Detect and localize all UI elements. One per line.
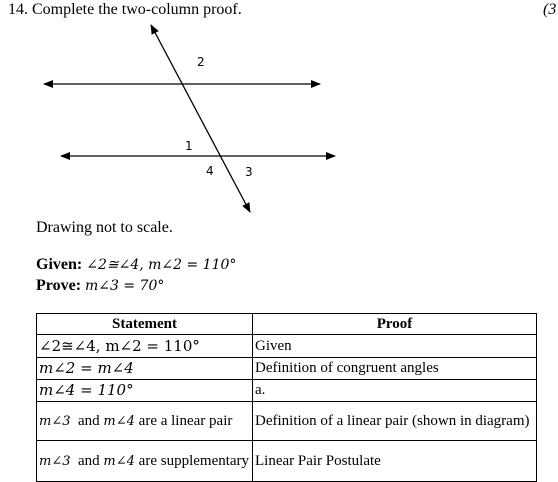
statement-angle-a: m∠3	[39, 413, 71, 429]
statement-cell	[37, 402, 253, 441]
statement-angle-b: m∠4	[103, 453, 135, 469]
transversal-diagram	[0, 0, 558, 230]
proof-cell-answer-a: a.	[253, 380, 537, 402]
statement-conj: and	[78, 412, 100, 429]
angle-label-2: 2	[197, 55, 205, 69]
question-header: 14. Complete the two-column proof.	[8, 1, 242, 18]
table-row	[37, 441, 537, 482]
proof-cell: Given	[253, 335, 537, 358]
prove-line	[36, 276, 164, 296]
table-row	[37, 358, 537, 380]
transversal-line	[151, 25, 250, 212]
proof-cell: Linear Pair Postulate	[253, 441, 537, 482]
given-line	[36, 255, 236, 275]
statement-angle-a: m∠3	[39, 453, 71, 469]
statement-text: m∠4 = 110°	[39, 381, 134, 399]
statement-rest: are supplementary	[138, 452, 250, 469]
prove-text: m∠3 = 70°	[85, 278, 165, 294]
statement-cell	[37, 441, 253, 482]
table-row	[37, 402, 537, 441]
statement-cell	[37, 358, 253, 380]
given-text: ∠2≅∠4, m∠2 = 110°	[86, 257, 237, 273]
question-points: (3	[543, 1, 557, 18]
diagram-note: Drawing not to scale.	[36, 219, 173, 236]
table-row	[37, 335, 537, 358]
statement-cell: ∠2≅∠4, m∠2 = 110°	[37, 335, 253, 358]
header-statement: Statement	[37, 314, 253, 335]
angle-label-1: 1	[185, 139, 193, 153]
statement-rest: are a linear pair	[138, 412, 233, 429]
proof-cell: Definition of a linear pair (shown in diagram)	[253, 402, 537, 441]
table-row	[37, 380, 537, 402]
given-label: Given:	[36, 256, 83, 273]
proof-table	[36, 313, 537, 482]
angle-label-4: 4	[206, 164, 214, 178]
statement-angle-b: m∠4	[103, 413, 135, 429]
proof-cell: Definition of congruent angles	[253, 358, 537, 380]
prove-label: Prove:	[36, 277, 82, 294]
statement-cell	[37, 380, 253, 402]
angle-label-3: 3	[245, 165, 253, 179]
statement-conj: and	[78, 452, 100, 469]
header-proof: Proof	[253, 314, 537, 335]
statement-text: m∠2 = m∠4	[39, 359, 134, 377]
